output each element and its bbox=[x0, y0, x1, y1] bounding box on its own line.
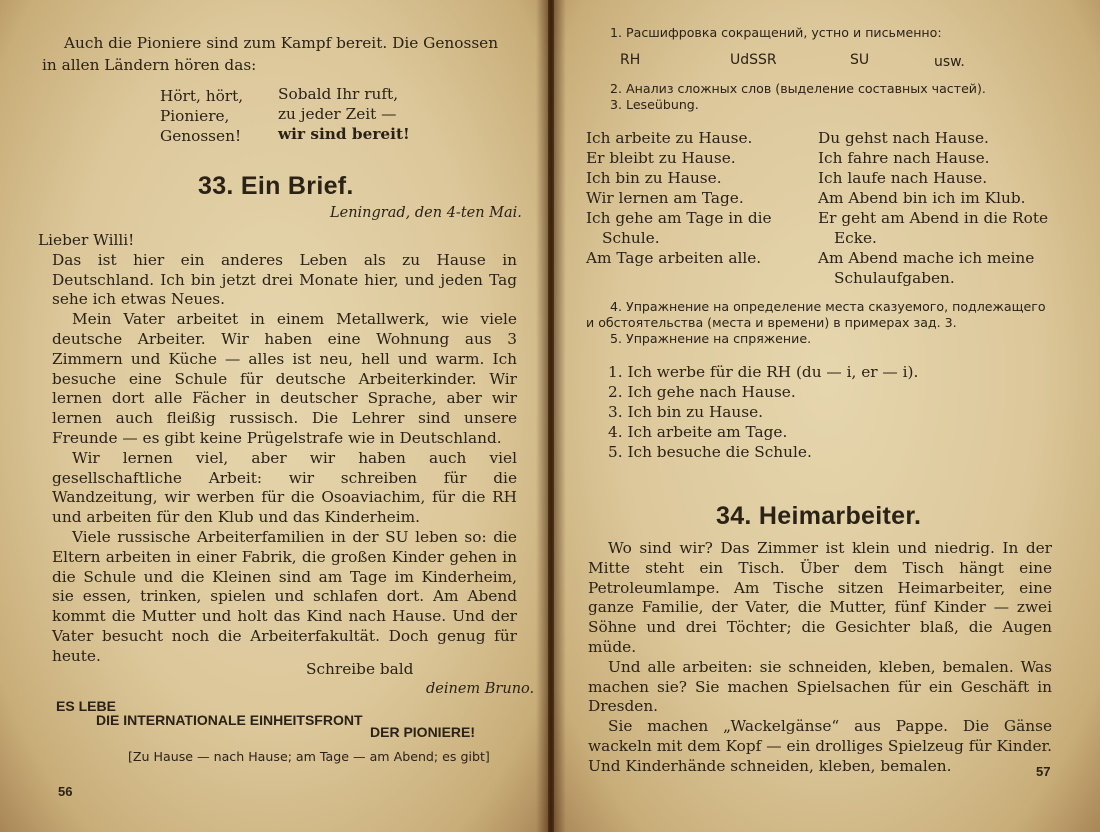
body-paragraph: Sie machen „Wackelgänse“ aus Pappe. Die Gänse wackeln mit dem Kopf — ein drolliges Spielzeug für Kinder. Und Kinderhände schneiden, kleben, bemalen. bbox=[588, 717, 1052, 775]
exercise-5: 5. Упражнение на спряжение. bbox=[610, 331, 812, 346]
poem-column-right bbox=[278, 84, 410, 144]
letter-paragraph: Wir lernen viel, aber wir haben auch viel gesellschaftliche Arbeit: wir schreiben für die Wandzeitung, wir werben für die Osoaviachim, für die RH und arbeiten für den Klub und das Kinderheim. bbox=[52, 448, 517, 527]
exercise-4-line-1: 4. Упражнение на определение места сказуемого, подлежащего bbox=[610, 299, 1046, 314]
left-page bbox=[0, 0, 548, 832]
list-item: 1. Ich werbe für die RH (du — i, er — i). bbox=[608, 363, 919, 381]
heimarbeiter-body bbox=[588, 539, 1052, 777]
poem-column-left bbox=[160, 86, 243, 146]
list-item: 4. Ich arbeite am Tage. bbox=[608, 423, 788, 441]
reading-line: Am Tage arbeiten alle. bbox=[586, 249, 762, 267]
exercise-2: 2. Анализ сложных слов (выделение составных частей). bbox=[610, 81, 986, 96]
heading-ein-brief: 33. Ein Brief. bbox=[198, 172, 354, 200]
salutation: Lieber Willi! bbox=[38, 231, 135, 249]
reading-line: Er bleibt zu Hause. bbox=[586, 149, 736, 167]
abbreviation: SU bbox=[850, 52, 870, 68]
closing: Schreibe bald bbox=[306, 660, 414, 678]
intro-line-1: Auch die Pioniere sind zum Kampf bereit. Die Genossen bbox=[64, 34, 499, 52]
dateline: Leningrad, den 4-ten Mai. bbox=[330, 205, 522, 221]
reading-line: Du gehst nach Hause. bbox=[818, 129, 989, 147]
poem-line: wir sind bereit! bbox=[278, 125, 410, 143]
abbreviation: UdSSR bbox=[730, 52, 777, 68]
letter-body bbox=[38, 231, 517, 667]
reading-line: Ecke. bbox=[834, 229, 877, 247]
abbreviation: usw. bbox=[934, 54, 965, 70]
poem-line: Hört, hört, bbox=[160, 87, 244, 105]
exercise-1: 1. Расшифровка сокращений, устно и письменно: bbox=[610, 25, 942, 40]
poem-line: Genossen! bbox=[160, 127, 242, 145]
reading-line: Ich laufe nach Hause. bbox=[818, 169, 988, 187]
signature: deinem Bruno. bbox=[426, 681, 535, 697]
reading-line: Ich gehe am Tage in die bbox=[586, 209, 772, 227]
reading-column-left bbox=[586, 128, 772, 268]
reading-line: Ich fahre nach Hause. bbox=[818, 149, 990, 167]
exercise-4-line-2: и обстоятельства (места и времени) в примерах зад. 3. bbox=[586, 315, 957, 330]
right-page bbox=[554, 0, 1100, 832]
reading-column-right bbox=[818, 128, 1048, 288]
book-gutter bbox=[536, 0, 566, 832]
reading-line: Schule. bbox=[602, 229, 660, 247]
poem-line: zu jeder Zeit — bbox=[278, 105, 397, 123]
reading-line: Wir lernen am Tage. bbox=[586, 189, 744, 207]
reading-line: Schulaufgaben. bbox=[834, 269, 955, 287]
slogan-line-1: ES LEBE bbox=[56, 698, 116, 714]
footnote: [Zu Hause — nach Hause; am Tage — am Abend; es gibt] bbox=[128, 749, 490, 764]
reading-line: Ich arbeite zu Hause. bbox=[586, 129, 753, 147]
page-number-right: 57 bbox=[1036, 764, 1051, 779]
intro-line-2: in allen Ländern hören das: bbox=[42, 56, 257, 74]
list-item: 5. Ich besuche die Schule. bbox=[608, 443, 812, 461]
slogan-line-3: DER PIONIERE! bbox=[370, 724, 476, 740]
slogan-line-2: DIE INTERNATIONALE EINHEITSFRONT bbox=[96, 712, 363, 728]
letter-paragraph: Das ist hier ein anderes Leben als zu Hause in Deutschland. Ich bin jetzt drei Monate hier, und jeden Tag sehe ich etwas Neues. bbox=[52, 250, 517, 309]
list-item: 3. Ich bin zu Hause. bbox=[608, 403, 764, 421]
letter-paragraph: Viele russische Arbeiterfamilien in der SU leben so: die Eltern arbeiten in einer Fabrik, die großen Kinder gehen in die Schule und die Kleinen sind am Tage im Kinderheim, sie essen, trinken, spielen und schlafen dort. Am Abend kommt die Mutter und holt das Kind nach Hause. Und der Vater besucht noch die Arbeiterfakultät. Doch genug für heute. bbox=[52, 527, 517, 665]
reading-line: Er geht am Abend in die Rote bbox=[818, 209, 1049, 227]
letter-paragraph: Mein Vater arbeitet in einem Metallwerk, wie viele deutsche Arbeiter. Wir haben eine Wohnung aus 3 Zimmern und Küche — alles ist neu, hell und warm. Ich besuche eine Schule für deutsche Arbeiterkinder. Wir lernen dort alle Fächer in deutscher Sprache, aber wir lernen auch fleißig russisch. Die Lehrer sind unsere Freunde — es gibt keine Prügelstrafe wie in Deutschland. bbox=[52, 310, 517, 447]
reading-line: Am Abend mache ich meine bbox=[818, 249, 1035, 267]
poem-line: Sobald Ihr ruft, bbox=[278, 85, 399, 103]
poem-line: Pioniere, bbox=[160, 107, 230, 125]
body-paragraph: Und alle arbeiten: sie schneiden, kleben, bemalen. Was machen sie? Sie machen Spielsachen für ein Geschäft in Dresden. bbox=[588, 657, 1052, 716]
body-paragraph: Wo sind wir? Das Zimmer ist klein und niedrig. In der Mitte steht ein Tisch. Über dem Tisch hängt eine Petroleumlampe. Am Tische sitzen Heimarbeiter, eine ganze Familie, der Vater, die Mutter, fünf Kinder — zwei Söhne und drei Töchter; die Gesichter blaß, die Augen müde. bbox=[588, 539, 1052, 656]
reading-line: Am Abend bin ich im Klub. bbox=[818, 189, 1026, 207]
list-item: 2. Ich gehe nach Hause. bbox=[608, 383, 796, 401]
page-number-left: 56 bbox=[58, 784, 73, 799]
abbreviation: RH bbox=[620, 52, 641, 68]
reading-line: Ich bin zu Hause. bbox=[586, 169, 722, 187]
exercise-3: 3. Leseübung. bbox=[610, 97, 699, 112]
conjugation-list bbox=[608, 362, 918, 462]
heading-heimarbeiter: 34. Heimarbeiter. bbox=[716, 502, 922, 530]
